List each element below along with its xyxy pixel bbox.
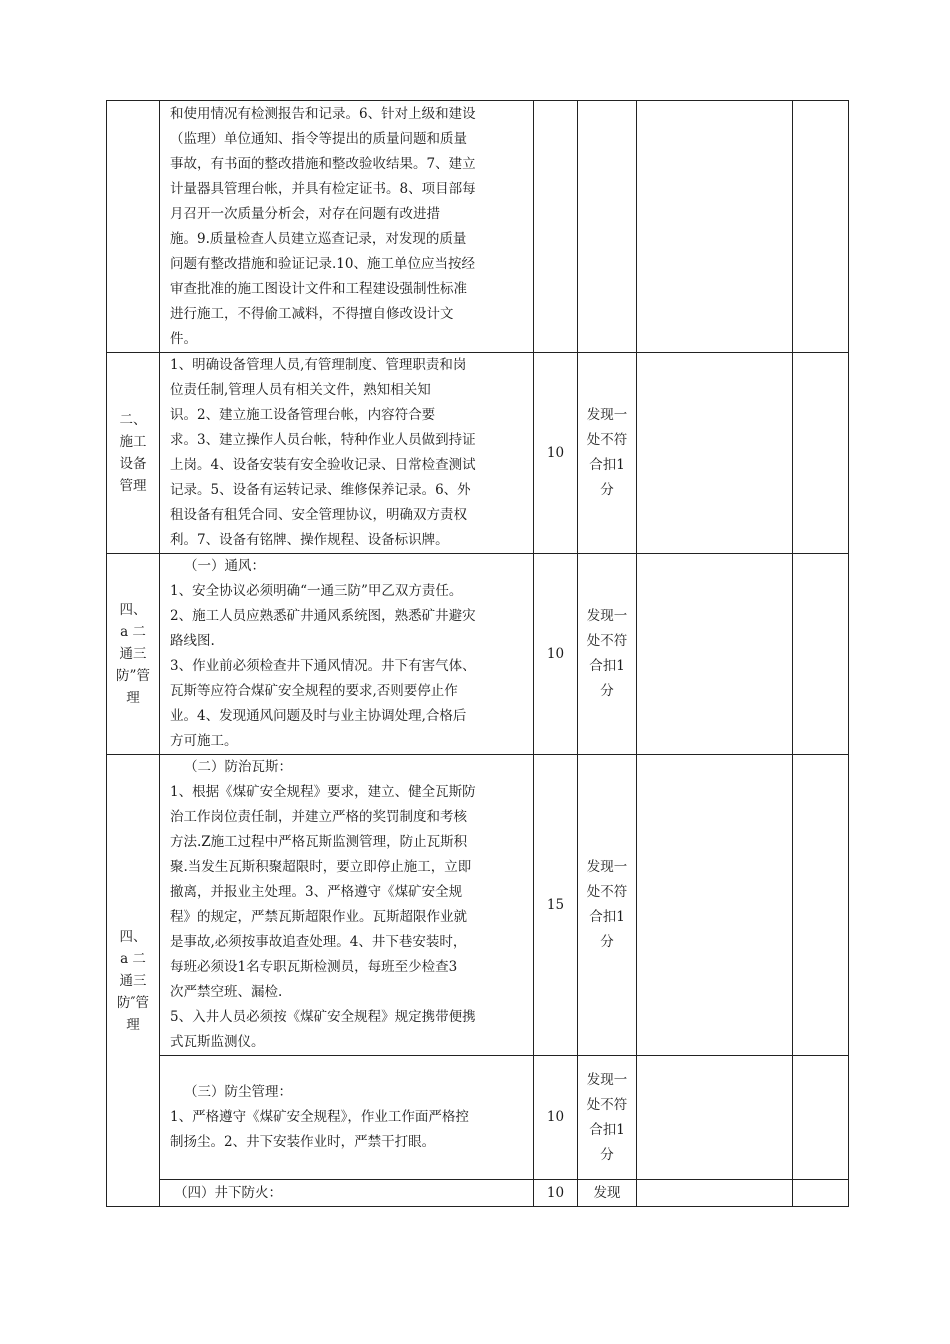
requirement-line: （二）防治瓦斯： [184, 759, 292, 775]
method-cell: 发现一处不符合扣1分 [578, 353, 637, 554]
requirement-line: 记录。5、设备有运转记录、维修保养记录。6、外 [170, 482, 471, 498]
requirement-line: （监理）单位通知、指令等提出的质量问题和质量 [170, 130, 467, 147]
requirement-line: 1、严格遵守《煤矿安全规程》，作业工作面严格控 [170, 1109, 469, 1125]
requirement-line: 制扬尘。2、井下安装作业时，严禁干打眼。 [170, 1134, 436, 1150]
table-row [107, 353, 849, 554]
requirement-line: 租设备有租凭合同、安全管理协议，明确双方责权 [170, 507, 467, 523]
requirement-cell [160, 1056, 534, 1180]
requirement-line: 治工作岗位责任制，并建立严格的奖罚制度和考核 [170, 809, 467, 825]
requirement-line: 计量器具管理台帐，并具有检定证书。8、项目部每 [170, 180, 476, 197]
category-cell: 二、施工设备管理 [107, 353, 160, 554]
table-row [107, 554, 849, 755]
category-cell: 四、a 二通三防”管理 [107, 554, 160, 755]
table-row [107, 755, 849, 1056]
blank-cell [637, 101, 793, 353]
blank-cell [637, 1056, 793, 1180]
requirement-line: 和使用情况有检测报告和记录。6、针对上级和建设 [170, 105, 476, 122]
requirement-line: 求。3、建立操作人员台帐，特种作业人员做到持证 [170, 432, 476, 448]
requirement-line: （四）井下防火： [174, 1184, 282, 1201]
score-cell: 10 [534, 353, 578, 554]
requirement-line: 审查批准的施工图设计文件和工程建设强制性标准 [170, 280, 467, 297]
requirement-line: 路线图. [170, 633, 215, 649]
requirement-line: 是事故,必须按事故追查处理。4、井下巷安装时， [170, 934, 467, 950]
requirement-line: 月召开一次质量分析会，对存在问题有改进措 [170, 205, 440, 222]
score-cell: 10 [534, 1180, 578, 1207]
method-cell: 发现一处不符合扣1分 [578, 755, 637, 1056]
blank-cell [793, 1180, 849, 1207]
method-cell: 发现一处不符合扣1分 [578, 1056, 637, 1180]
table-row [107, 1180, 849, 1207]
requirement-line: 1、安全协议必须明确“一通三防”甲乙双方责任。 [170, 583, 463, 599]
method-cell: 发现 [578, 1180, 637, 1207]
blank-cell [793, 1056, 849, 1180]
category-cell: 四、a 二通三防″管理 [107, 755, 160, 1207]
requirement-line: 方法.Z施工过程中严格瓦斯监测管理，防止瓦斯积 [170, 834, 468, 850]
requirement-line: （一）通风： [184, 558, 265, 574]
requirement-line: 3、作业前必须检查井下通风情况。井下有害气体、 [170, 658, 476, 674]
score-cell: 15 [534, 755, 578, 1056]
table-row [107, 1056, 849, 1180]
assessment-table [106, 100, 849, 1207]
requirement-line: 方可施工。 [170, 733, 238, 749]
requirement-line: （三）防尘管理： [184, 1084, 292, 1100]
score-cell: 10 [534, 1056, 578, 1180]
requirement-line: 业。4、发现通风问题及时与业主协调处理,合格后 [170, 708, 467, 724]
requirement-line: 施。9.质量检查人员建立巡查记录，对发现的质量 [170, 230, 467, 247]
requirement-line: 问题有整改措施和验证记录.10、施工单位应当按经 [170, 255, 475, 272]
method-cell: 发现一处不符合扣1分 [578, 554, 637, 755]
requirement-cell [160, 101, 534, 353]
requirement-cell [160, 755, 534, 1056]
method-cell [578, 101, 637, 353]
blank-cell [637, 554, 793, 755]
requirement-line: 撤离，并报业主处理。3、严格遵守《煤矿安全规 [170, 884, 463, 900]
requirement-line: 利。7、设备有铭牌、操作规程、设备标识牌。 [170, 532, 449, 548]
blank-cell [637, 1180, 793, 1207]
requirement-line: 位责任制,管理人员有相关文件，熟知相关知 [170, 382, 431, 398]
blank-cell [793, 101, 849, 353]
blank-cell [793, 755, 849, 1056]
requirement-line: 件。 [170, 330, 197, 347]
blank-cell [637, 755, 793, 1056]
requirement-cell [160, 353, 534, 554]
requirement-line: 事故，有书面的整改措施和整改验收结果。7、建立 [170, 155, 476, 172]
requirement-line: 1、根据《煤矿安全规程》要求，建立、健全瓦斯防 [170, 784, 476, 800]
requirement-line: 程》的规定，严禁瓦斯超限作业。瓦斯超限作业就 [170, 909, 467, 925]
requirement-line: 聚.当发生瓦斯积聚超限时，要立即停止施工，立即 [170, 859, 472, 875]
score-cell [534, 101, 578, 353]
requirement-line: 1、明确设备管理人员,有管理制度、管理职责和岗 [170, 357, 467, 373]
table-row [107, 101, 849, 353]
requirement-line: 2、施工人员应熟悉矿井通风系统图，熟悉矿井避灾 [170, 608, 476, 624]
requirement-line: 瓦斯等应符合煤矿安全规程的要求,否则要停止作 [170, 683, 458, 699]
requirement-line: 式瓦斯监测仪。 [170, 1034, 265, 1050]
blank-cell [793, 554, 849, 755]
blank-cell [793, 353, 849, 554]
requirement-line: 识。2、建立施工设备管理台帐，内容符合要 [170, 407, 436, 423]
requirement-line: 5、入井人员必须按《煤矿安全规程》规定携带便携 [170, 1009, 476, 1025]
requirement-cell [160, 554, 534, 755]
requirement-cell [160, 1180, 534, 1207]
blank-cell [637, 353, 793, 554]
requirement-line: 进行施工，不得偷工减料，不得擅自修改设计文 [170, 305, 454, 322]
score-cell: 10 [534, 554, 578, 755]
category-cell [107, 101, 160, 353]
requirement-line: 上岗。4、设备安装有安全验收记录、日常检查测试 [170, 457, 476, 473]
requirement-line: 每班必须设1名专职瓦斯检测员，每班至少检查3 [170, 959, 458, 975]
requirement-line: 次严禁空班、漏检. [170, 984, 283, 1000]
